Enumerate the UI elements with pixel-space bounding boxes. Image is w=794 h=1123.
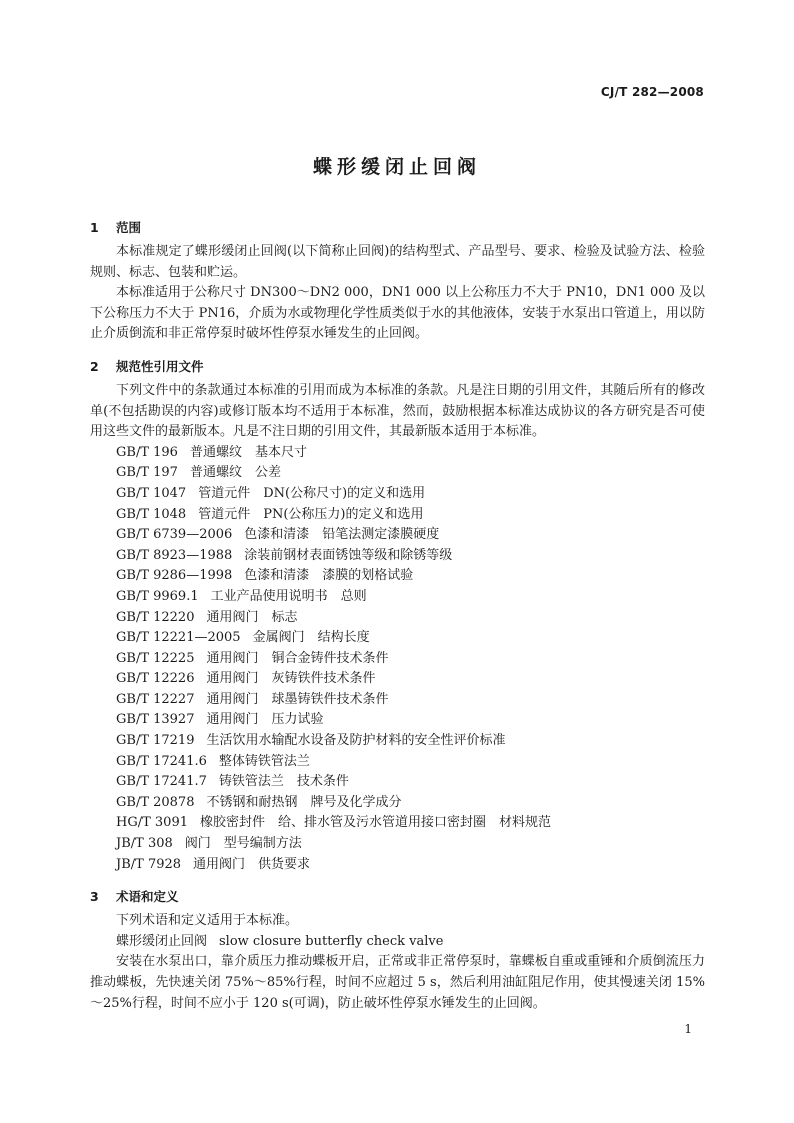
reference-item xyxy=(90,628,705,649)
section-heading-references xyxy=(90,357,705,377)
reference-code: GB/T 13927 xyxy=(116,712,195,728)
reference-item xyxy=(90,772,705,793)
reference-title: 阀门 型号编制方法 xyxy=(184,836,302,852)
reference-code: GB/T 17241.7 xyxy=(116,774,207,790)
reference-item xyxy=(90,484,705,505)
reference-title: 管道元件 DN(公称尺寸)的定义和选用 xyxy=(198,485,426,501)
reference-title: 通用阀门 球墨铸铁件技术条件 xyxy=(206,691,389,707)
reference-item xyxy=(90,813,705,834)
reference-code: GB/T 12227 xyxy=(116,691,195,707)
section-number: 3 xyxy=(90,889,99,905)
reference-list xyxy=(90,443,705,875)
reference-title: 通用阀门 压力试验 xyxy=(206,712,324,728)
reference-title: 通用阀门 铜合金铸件技术条件 xyxy=(206,650,389,666)
reference-item xyxy=(90,525,705,546)
reference-item xyxy=(90,587,705,608)
reference-title: 不锈钢和耐热钢 牌号及化学成分 xyxy=(206,794,402,810)
reference-title: 铸铁管法兰 技术条件 xyxy=(218,774,349,790)
document-body xyxy=(90,218,705,1014)
reference-code: GB/T 12225 xyxy=(116,650,195,666)
reference-item xyxy=(90,690,705,711)
reference-code: GB/T 197 xyxy=(116,465,178,481)
section-heading-terms xyxy=(90,887,705,907)
reference-title: 普通螺纹 基本尺寸 xyxy=(189,444,307,460)
section-normative-references xyxy=(90,357,705,875)
reference-item xyxy=(90,793,705,814)
reference-code: GB/T 8923—1988 xyxy=(116,547,233,563)
reference-title: 整体铸铁管法兰 xyxy=(218,753,310,769)
page-number: 1 xyxy=(684,1022,692,1036)
reference-code: JB/T 308 xyxy=(116,836,173,852)
reference-item xyxy=(90,608,705,629)
references-intro: 下列文件中的条款通过本标准的引用而成为本标准的条款。凡是注日期的引用文件，其随后所有的修改单(不包括勘误的内容)或修订版本均不适用于本标准，然而，鼓励根据本标准达成协议的各方研究是否可使用这些文件的最新版本。凡是不注日期的引用文件，其最新版本适用于本标准。 xyxy=(90,382,705,440)
reference-code: GB/T 12221—2005 xyxy=(116,630,241,646)
section-title: 范围 xyxy=(116,220,142,235)
reference-code: GB/T 17241.6 xyxy=(116,753,207,769)
term-chinese: 蝶形缓闭止回阀 xyxy=(116,933,208,949)
term-english: slow closure butterfly check valve xyxy=(219,933,444,949)
section-title: 规范性引用文件 xyxy=(116,358,204,374)
scope-paragraph-1: 本标准规定了蝶形缓闭止回阀(以下简称止回阀)的结构型式、产品型号、要求、检验及试验方法、检验规则、标志、包装和贮运。 xyxy=(90,244,705,280)
section-scope xyxy=(90,218,705,345)
reference-code: GB/T 1048 xyxy=(116,506,187,522)
reference-code: GB/T 196 xyxy=(116,444,178,460)
section-number: 2 xyxy=(90,358,99,374)
reference-item xyxy=(90,855,705,876)
reference-code: GB/T 17219 xyxy=(116,733,195,749)
reference-title: 通用阀门 供货要求 xyxy=(193,856,311,872)
term-definition: 安装在水泵出口，靠介质压力推动蝶板开启，正常或非正常停泵时，靠蝶板自重或重锤和介质倒流压力推动蝶板，先快速关闭 75%～85%行程，时间不应超过 5 s，然后利用油缸阻尼作用，使其慢速关闭 15%～25%行程，时间不应小于 120 s(可调)，防止破坏性停泵水锤发生的止回阀。 xyxy=(90,954,705,1011)
reference-item xyxy=(90,834,705,855)
reference-title: 色漆和清漆 漆膜的划格试验 xyxy=(244,568,414,584)
reference-code: GB/T 6739—2006 xyxy=(116,527,233,543)
reference-code: GB/T 9969.1 xyxy=(116,588,199,604)
reference-title: 通用阀门 标志 xyxy=(206,609,298,625)
reference-code: GB/T 1047 xyxy=(116,485,187,501)
reference-item xyxy=(90,505,705,526)
reference-code: HG/T 3091 xyxy=(116,815,188,831)
reference-item xyxy=(90,731,705,752)
reference-code: JB/T 7928 xyxy=(116,856,182,872)
reference-item xyxy=(90,463,705,484)
reference-title: 色漆和清漆 铅笔法测定漆膜硬度 xyxy=(244,527,440,543)
scope-paragraph-2: 本标准适用于公称尺寸 DN300～DN2 000，DN1 000 以上公称压力不大于 PN10，DN1 000 及以下公称压力不大于 PN16，介质为水或物理化学性质类似于水的其他液体，安装于水泵出口管道上，用以防止介质倒流和非正常停泵时破坏性停泵水锤发生的止回阀。 xyxy=(90,285,705,342)
term-entry xyxy=(90,932,705,953)
reference-item xyxy=(90,546,705,567)
reference-code: GB/T 9286—1998 xyxy=(116,568,233,584)
section-number: 1 xyxy=(90,220,99,235)
section-heading-scope xyxy=(90,218,705,238)
reference-code: GB/T 12220 xyxy=(116,609,195,625)
reference-title: 金属阀门 结构长度 xyxy=(252,630,370,646)
reference-item xyxy=(90,566,705,587)
reference-code: GB/T 12226 xyxy=(116,671,195,687)
terms-intro: 下列术语和定义适用于本标准。 xyxy=(116,913,299,929)
reference-title: 工业产品使用说明书 总则 xyxy=(210,588,367,604)
section-title: 术语和定义 xyxy=(116,889,179,905)
document-title: 蝶形缓闭止回阀 xyxy=(312,156,481,178)
reference-title: 生活饮用水输配水设备及防护材料的安全性评价标准 xyxy=(206,733,506,749)
reference-title: 通用阀门 灰铸铁件技术条件 xyxy=(206,671,376,687)
reference-item xyxy=(90,443,705,464)
reference-title: 管道元件 PN(公称压力)的定义和选用 xyxy=(198,506,424,522)
reference-item xyxy=(90,710,705,731)
reference-item xyxy=(90,752,705,773)
section-terms xyxy=(90,887,705,1014)
reference-title: 涂装前钢材表面锈蚀等级和除锈等级 xyxy=(244,547,453,563)
standard-code: CJ/T 282—2008 xyxy=(600,85,704,99)
reference-title: 普通螺纹 公差 xyxy=(189,465,281,481)
reference-item xyxy=(90,669,705,690)
reference-code: GB/T 20878 xyxy=(116,794,195,810)
reference-title: 橡胶密封件 给、排水管及污水管道用接口密封圈 材料规范 xyxy=(200,815,552,831)
reference-item xyxy=(90,649,705,670)
